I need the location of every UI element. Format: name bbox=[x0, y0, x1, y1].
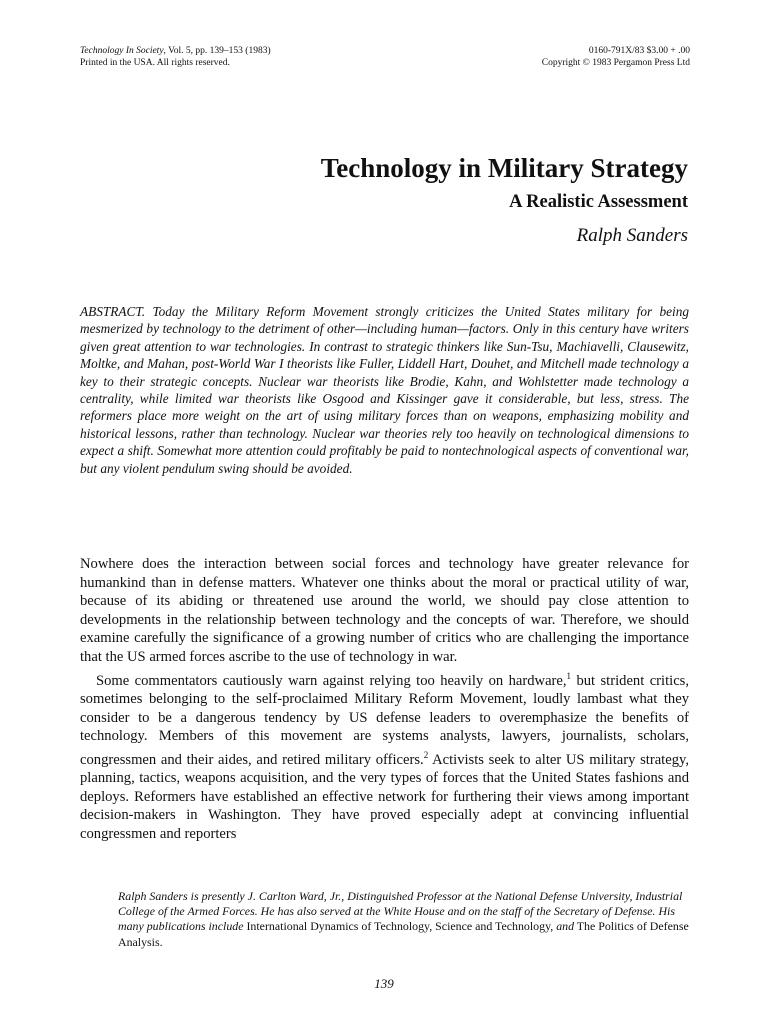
abstract: ABSTRACT. Today the Military Reform Movement strongly criticizes the United States military for being mesmerized by technology to the detriment of other—including human—factors. Only in this century have writers given great attention to war technologies. In contrast to strategic thinkers like Sun-Tsu, Machiavelli, Clausewitz, Moltke, and Mahan, post-World War I theorists like Fuller, Liddell Hart, Douhet, and Mitchell made technology a key to their strategic concepts. Nuclear war theorists like Brodie, Kahn, and Wohlstetter made technology a centrality, while limited war theorists like Osgood and Kissinger gave it considerable, but less, stress. The reformers place more weight on the art of using military forces than on weapons, emphasizing mobility and historical lessons, rather than technology. Nuclear war theories rely too heavily on technological dimensions to expect a shift. Somewhat more attention could profitably be paid to nontechnological aspects of conventional war, but any violent pendulum swing should be avoided. bbox=[80, 304, 689, 476]
footnote-ref-1: 1 bbox=[566, 670, 572, 681]
body-paragraph-1: Nowhere does the interaction between social forces and technology have greater relevance for humankind than in defense matters. Whatever one thinks about the moral or practical utility of war, because of its abiding or threatened use around the world, we should pay close attention to developments in the relationship between technology and the concepts of war. Therefore, we should examine carefully the significance of a growing number of critics who are challenging the importance that the US armed forces ascribe to the use of technology in war. bbox=[80, 556, 689, 665]
article-body bbox=[80, 555, 689, 844]
issn-price: 0160-791X/83 $3.00 + .00 bbox=[588, 46, 690, 56]
copyright-line: Copyright © 1983 Pergamon Press Ltd bbox=[541, 57, 690, 68]
paragraph-text: Some commentators cautiously warn against relying too heavily on hardware, bbox=[96, 672, 567, 689]
page-number: 139 bbox=[374, 976, 394, 991]
copyright-block bbox=[542, 46, 690, 69]
footnote-work-1: International Dynamics of Technology, Science and Technology, bbox=[243, 919, 554, 934]
paragraph-text: but strident critics, sometimes belonging to the self-proclaimed Military Reform Movement, loudly lambast what they consider to be a dangerous tendency by US defense leaders to overemphasize the benefits of technology. Members of this movement are systems analysts, lawyers, journalists, scholars, congressmen and their aides, and retired military officers. bbox=[80, 672, 689, 768]
footnote-bio: Ralph Sanders is presently J. Carlton Ward, Jr., Distinguished Professor at the National Defense University, Industrial College of the Armed Forces. He has also served at the White House and on the staff of the Secretary of Defense. His many publications include bbox=[118, 889, 683, 934]
footnote-work-2: The Politics of Defense Analysis. bbox=[118, 919, 689, 949]
author-footnote bbox=[118, 889, 689, 950]
article-title: Technology in Military Strategy bbox=[320, 153, 688, 183]
volume-pages: , Vol. 5, pp. 139–153 (1983) bbox=[163, 46, 271, 56]
footnote-ref-2: 2 bbox=[423, 749, 429, 760]
printed-notice: Printed in the USA. All rights reserved. bbox=[80, 57, 230, 68]
body-paragraph-2 bbox=[80, 667, 689, 844]
paragraph-text: Activists seek to alter US military strategy, planning, tactics, weapons acquisition, and the very types of forces that the United States fashions and deploys. Reformers have established an effective network for furthering their views among important decision-makers in Washington. They have proved especially adept at convincing influential congressmen and reporters bbox=[80, 751, 690, 843]
journal-name: Technology In Society bbox=[80, 46, 164, 56]
journal-citation bbox=[80, 46, 271, 69]
footnote-and: and bbox=[553, 919, 575, 934]
article-subtitle: A Realistic Assessment bbox=[509, 192, 688, 212]
article-author: Ralph Sanders bbox=[576, 225, 688, 246]
